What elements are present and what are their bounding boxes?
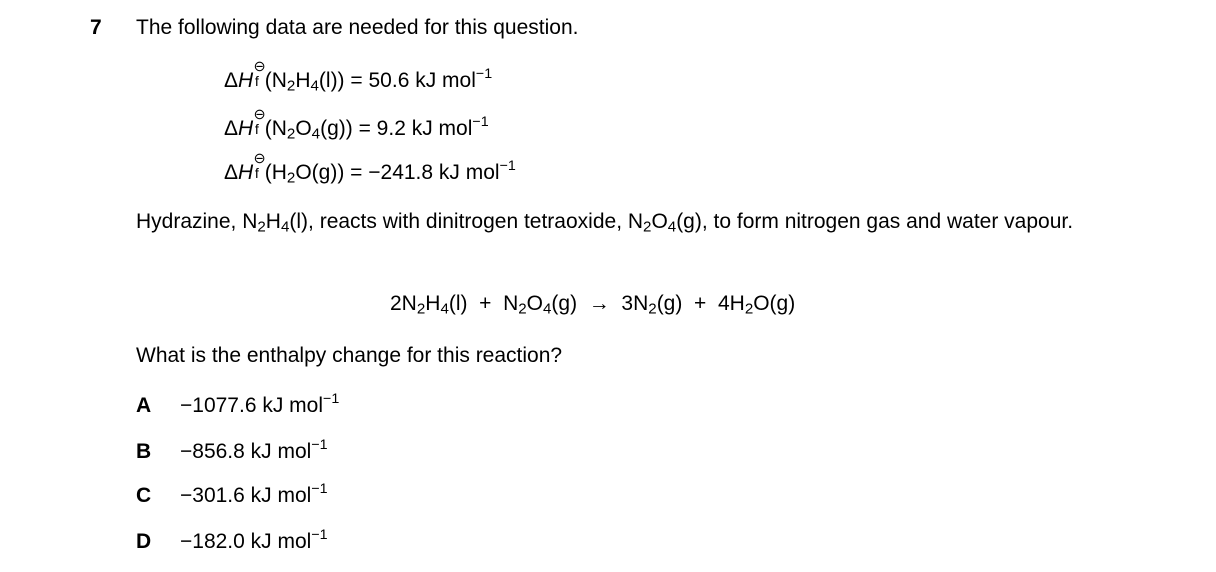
species-subscript: 2 — [286, 125, 296, 143]
equation-subscript: 4 — [440, 300, 449, 318]
equation-subscript: 2 — [416, 300, 426, 318]
option-letter: A — [136, 394, 152, 417]
equation-text: 2N — [390, 292, 417, 315]
option-c-value — [180, 481, 328, 508]
option-a-value — [180, 391, 340, 418]
paragraph-subscript: 4 — [280, 218, 290, 236]
equation-subscript: 2 — [744, 300, 754, 318]
option-superscript: −1 — [323, 391, 340, 408]
equation-text: O — [526, 292, 544, 315]
species-subscript: 2 — [286, 77, 296, 95]
species-text: (l)) — [318, 69, 345, 92]
paragraph-subscript: 2 — [643, 218, 652, 236]
option-superscript: −1 — [311, 481, 328, 498]
option-d-value — [180, 527, 328, 554]
unit-superscript: −1 — [499, 158, 516, 175]
data-line-2 — [224, 106, 489, 143]
paragraph-text: (l), reacts with dinitrogen tetraoxide, N — [289, 210, 644, 233]
enthalpy-symbol: H — [238, 117, 254, 140]
value-text: = 50.6 kJ mol — [344, 69, 476, 92]
unit-superscript: −1 — [472, 114, 489, 131]
option-superscript: −1 — [311, 437, 328, 454]
paragraph-text: O — [651, 210, 668, 233]
option-b[interactable] — [136, 440, 151, 464]
paragraph-subscript: 2 — [257, 218, 266, 236]
data-line-1 — [224, 58, 493, 95]
equation-subscript: 2 — [648, 300, 657, 318]
option-value-text: −182.0 kJ mol — [180, 530, 312, 553]
enthalpy-symbol: H — [238, 69, 254, 92]
species-subscript: 4 — [310, 77, 319, 95]
species-text: H — [295, 69, 311, 92]
enthalpy-symbol: H — [238, 161, 254, 184]
option-value-text: −856.8 kJ mol — [180, 440, 312, 463]
delta-symbol: Δ — [224, 117, 239, 140]
formation-subscript: f — [254, 121, 259, 138]
paragraph-text: H — [265, 210, 281, 233]
option-b-value — [180, 437, 328, 464]
option-value-text: −1077.6 kJ mol — [180, 394, 324, 417]
species-text: (N — [264, 69, 287, 92]
species-text: O(g)) — [295, 161, 345, 184]
species-text: O — [295, 117, 312, 140]
option-superscript: −1 — [311, 527, 328, 544]
standard-state-icon: ⊖ — [253, 150, 266, 167]
delta-symbol: Δ — [224, 161, 239, 184]
option-value-text: −301.6 kJ mol — [180, 484, 312, 507]
species-subscript: 2 — [286, 169, 296, 187]
question-paragraph — [136, 208, 1126, 236]
question-prompt: What is the enthalpy change for this reaction? — [136, 344, 563, 367]
option-letter: C — [136, 484, 152, 507]
standard-formation-marker — [253, 150, 266, 182]
standard-formation-marker — [253, 106, 266, 138]
species-subscript: 4 — [311, 125, 321, 143]
standard-state-icon: ⊖ — [253, 58, 266, 75]
species-text: (H — [264, 161, 287, 184]
paragraph-subscript: 4 — [667, 218, 677, 236]
question-intro: The following data are needed for this question. — [136, 16, 579, 39]
equation-text: O(g) — [753, 292, 796, 315]
option-letter: D — [136, 530, 152, 553]
paragraph-text: Hydrazine, N — [136, 210, 258, 233]
equation-text: (g) → 3N — [551, 292, 649, 315]
standard-state-icon: ⊖ — [253, 106, 266, 123]
question-number: 7 — [90, 16, 102, 39]
reaction-equation — [390, 292, 795, 316]
value-text: = 9.2 kJ mol — [352, 117, 473, 140]
equation-subscript: 2 — [518, 300, 527, 318]
equation-text: (g) + 4H — [656, 292, 745, 315]
formation-subscript: f — [254, 165, 259, 182]
option-c[interactable] — [136, 484, 151, 508]
data-line-3 — [224, 150, 516, 187]
delta-symbol: Δ — [224, 69, 239, 92]
species-text: (N — [264, 117, 287, 140]
paragraph-text: (g), to form nitrogen gas and water vapour. — [676, 210, 1074, 233]
value-text: = −241.8 kJ mol — [344, 161, 500, 184]
formation-subscript: f — [254, 73, 259, 90]
species-text: (g)) — [320, 117, 353, 140]
option-d[interactable] — [136, 530, 151, 554]
option-letter: B — [136, 440, 152, 463]
option-a[interactable] — [136, 394, 151, 418]
equation-subscript: 4 — [543, 300, 552, 318]
unit-superscript: −1 — [475, 66, 493, 83]
standard-formation-marker — [253, 58, 266, 90]
equation-text: (l) + N — [448, 292, 519, 315]
equation-text: H — [425, 292, 441, 315]
